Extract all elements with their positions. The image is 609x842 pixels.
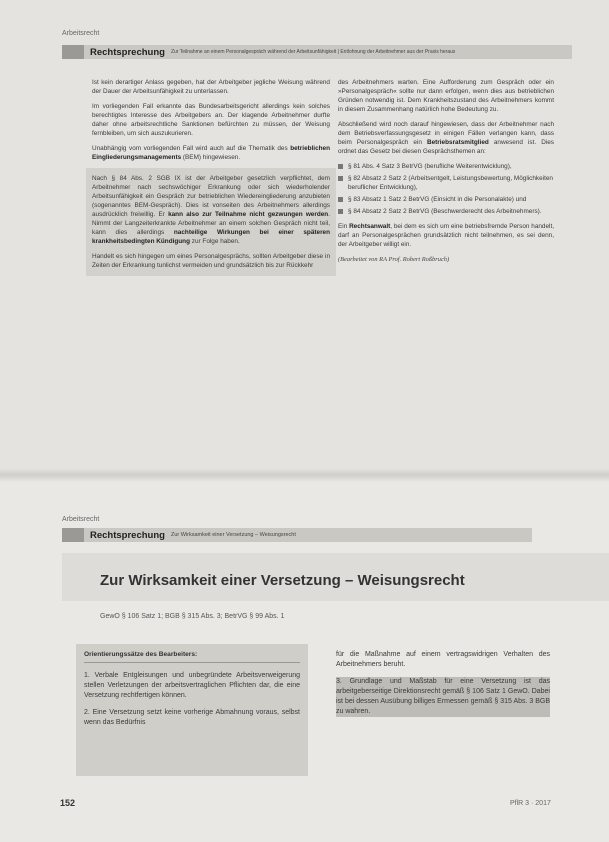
paragraph: Nach § 84 Abs. 2 SGB IX ist der Arbeitgeber gesetzlich verpflichtet, dem Arbeitnehmer nach sechswöchiger Erkrankung oder sich wiederholender Arbeitsunfähigkeit ein Gespräch zur betrieblichen Wiedereingliederung anzubieten (sogenanntes BEM-Gespräch). Dies ist vonseiten des Arbeitnehmers allerdings ausdrücklich freiwillig. Er kann also zur Teilnahme nicht gezwungen werden. Nimmt der Langzeiterkrankte Arbeitnehmer an einem solchen Gespräch nicht teil, kann dies allerdings nachteilige Wirkungen bei einer späteren krankheitsbedingten Kündigung zur Folge haben.: [92, 175, 331, 245]
section-tag: Arbeitsrecht: [62, 516, 100, 523]
guideline-3: 3. Grundlage und Maßstab für eine Versetzung ist das arbeitgeberseitige Direktionsrecht gemäß § 106 Satz 1 GewO. Dabei ist bei dessen Ausübung billiges Ermessen gemäß § 315 Abs. 3 BGB zu wahren.: [336, 678, 551, 715]
guideline-1: 1. Verbale Entgleisungen und unbegründete Arbeitsverweigerung stellen Verletzungen der arbeitsvertraglichen Pflichten dar, die eine Versetzung rechtfertigen können.: [84, 672, 300, 699]
bullet-list: [338, 162, 554, 216]
right-text-column: [338, 78, 554, 270]
rubric-subtitle: Zur Teilnahme an einem Personalgespräch während der Arbeitsunfähigkeit | Entlohnung der Arbeitnehmer aus der Praxis heraus: [170, 49, 456, 55]
article-section: [0, 478, 609, 842]
page-fold: [0, 468, 609, 482]
list-item: § 82 Absatz 2 Satz 2 (Arbeitsentgelt, Leistungsbewertung, Möglichkeiten beruflicher Entwicklung),: [338, 174, 554, 192]
paragraph: Handelt es sich hingegen um eines Personalgesprächs, sollten Arbeitgeber diese in Zeiten der Erkrankung tunlichst vermeiden und grundsätzlich bis zur Rückkehr: [92, 253, 330, 269]
rubric-title: Rechtsprechung: [90, 529, 165, 541]
guideline-2: 2. Eine Versetzung setzt keine vorherige Abmahnung voraus, selbst wenn das Bedürfnis: [84, 709, 300, 726]
article-title: Zur Wirksamkeit einer Versetzung – Weisungsrecht: [100, 572, 465, 589]
highlight-box: [86, 168, 336, 276]
paragraph: Ist kein derartiger Anlass gegeben, hat der Arbeitgeber jegliche Weisung während der Dauer der Arbeitsunfähigkeit zu unterlassen.: [92, 79, 330, 95]
rubric-title: Rechtsprechung: [90, 46, 165, 58]
paragraph: Im vorliegenden Fall erkannte das Bundesarbeitsgericht allerdings kein solches berechtigtes Interesse des Arbeitgebers an. Der klagende Arbeitnehmer durfte daher ohne arbeitsrechtliche Sanktionen befürchten zu müssen, der Weisung fernbleiben, um sich auszukurieren.: [92, 103, 330, 137]
paragraph: Ein Rechtsanwalt, bei dem es sich um eine betriebsfremde Person handelt, darf an Personalgesprächen grundsätzlich nicht teilnehmen, es sei denn, der Arbeitgeber willigt ein.: [338, 223, 555, 248]
rubric-subtitle: Zur Wirksamkeit einer Versetzung – Weisungsrecht: [170, 532, 296, 538]
legal-references: GewO § 106 Satz 1; BGB § 315 Abs. 3; BetrVG § 99 Abs. 1: [100, 613, 285, 620]
guidelines-right-column: [336, 650, 550, 724]
left-text-column: [92, 78, 330, 282]
guideline-2-continued: für die Maßnahme auf einem vertragswidrigen Verhalten des Arbeitnehmers beruht.: [336, 651, 550, 668]
paragraph: Unabhängig vom vorliegenden Fall wird auch auf die Thematik des betrieblichen Eingliederungsmanagements (BEM) hingewiesen.: [92, 145, 330, 161]
section-tag: Arbeitsrecht: [62, 30, 100, 37]
guidelines-heading: Orientierungssätze des Bearbeiters:: [84, 650, 300, 663]
publication-info: PflR 3 · 2017: [510, 800, 551, 807]
rubric-marker: [62, 45, 84, 59]
page-number: 152: [60, 798, 76, 808]
rubric-header: [62, 45, 572, 59]
list-item: § 83 Absatz 1 Satz 2 BetrVG (Einsicht in die Personalakte) und: [338, 195, 554, 204]
rubric-header: [62, 528, 532, 542]
guidelines-left-column: [84, 650, 300, 728]
editor-signature: (Bearbeitet von RA Prof. Robert Roßbruch): [338, 256, 450, 263]
paragraph: Abschließend wird noch darauf hingewiesen, dass der Arbeitnehmer nach dem Betriebsverfassungsgesetz in einigen Fällen verlangen kann, dass beim Personalgespräch ein Betriebsratsmitglied anwesend ist. Dies ordnet das Gesetz bei diesen Gesprächsthemen an:: [338, 121, 554, 155]
list-item: § 84 Absatz 2 Satz 2 BetrVG (Beschwerderecht des Arbeitnehmers).: [338, 207, 554, 216]
rubric-marker: [62, 528, 84, 542]
paragraph: des Arbeitnehmers warten. Eine Aufforderung zum Gespräch oder ein »Personalgespräch« sollte nur dann erfolgen, wenn dies aus betrieblichen Gründen notwendig ist. Dem Krankheitszustand des Arbeitnehmers kommt in diesem Zusammenhang natürlich hohe Bedeutung zu.: [338, 79, 554, 113]
list-item: § 81 Abs. 4 Satz 3 BetrVG (berufliche Weiterentwicklung),: [338, 162, 554, 171]
